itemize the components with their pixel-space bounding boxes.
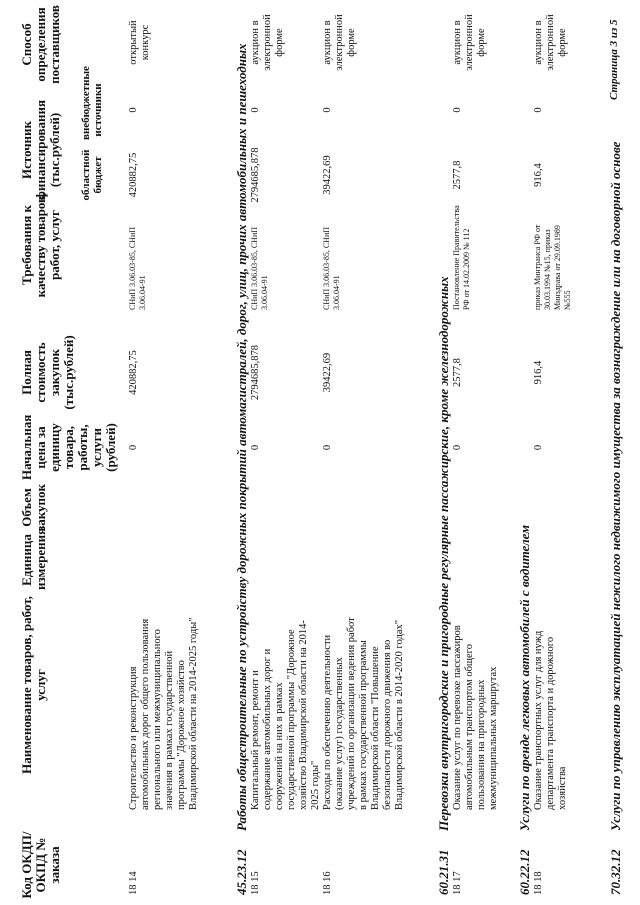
section-title: Перевозки внутригородские и пригородные регулярные пассажирские, кроме железнодорожных <box>436 276 451 831</box>
row-4-method: аукцион в электронной форме <box>452 14 487 71</box>
row-4-extra: 0 <box>452 107 463 113</box>
row-1-extra: 0 <box>128 107 139 113</box>
row-3-budget: 39422,69 <box>322 155 333 195</box>
row-4-total: 2577,8 <box>452 358 463 387</box>
row-1-method: открытый конкурс <box>128 20 151 65</box>
section-title: Услуги по управлению эксплуатацией нежилого недвижимого имущества за вознаграждение или на договорной основе <box>608 141 623 831</box>
section-code: 45.23.12 <box>234 849 249 895</box>
header-unit: Единица измерения <box>19 527 48 590</box>
row-1-budget: 420882,75 <box>128 152 139 198</box>
header-source-budget: областной бюджет <box>80 149 104 201</box>
row-3-price: 0 <box>322 444 333 451</box>
row-4-price: 0 <box>452 444 463 451</box>
row-2-requirements: СНиП 3.06.03-85, СНиП 3.06.04-91 <box>250 226 269 310</box>
row-4-requirements: Постановление Правительства РФ от 14.02.2009 № 112 <box>452 205 471 310</box>
row-5-budget: 916,4 <box>533 163 544 187</box>
row-3-extra: 0 <box>322 107 333 113</box>
row-3-name: Расходы по обеспечению деятельности (оказание услуг) государственных учреждений по организации ведения работ в рамках государственной программы Владимирской области "Повышение безопасности дорожного движения во Владимирской области в 2014-2020 годах" <box>322 617 405 810</box>
row-3-total: 39422,69 <box>322 352 333 393</box>
row-5-name: Оказание транспортных услуг для нужд департамента транспорта и дорожного хозяйства <box>533 630 568 810</box>
row-2-name: Капитальный ремонт, ремонт и содержание автомобильных дорог и сооружений на них в рамках государственной программы "Дорожное хозяйство Владимирской области на 2014-2025 годы" <box>250 620 321 810</box>
row-1-price: 0 <box>128 444 139 451</box>
row-5-extra: 0 <box>533 107 544 113</box>
row-1-requirements: СНиП 3.06.03-85, СНиП 3.06.04-91 <box>128 226 147 310</box>
row-5-requirements: приказ Минтранса РФ от 30.03.1994 №15, приказ Минздрава от 29.09.1989 №555 <box>533 224 572 310</box>
header-code: Код ОКДП/ ОКПД № заказа <box>19 831 62 899</box>
section-code: 70.32.12 <box>608 849 623 895</box>
row-1-code: 18 14 <box>128 871 139 895</box>
header-name: Наименование товаров, работ, услуг <box>19 596 48 774</box>
header-source-extra: внебюджетные источники <box>80 66 104 140</box>
header-volume: Объем закупок <box>19 484 48 532</box>
page-number: Страница 3 из 5 <box>608 19 620 100</box>
row-5-total: 916,4 <box>533 360 544 385</box>
row-5-price: 0 <box>533 444 544 451</box>
section-title: Работы общестроительные по устройству дорожных покрытий автомагистралей, дорог, улиц, прочих автомобильных и пешеходных <box>234 43 249 831</box>
header-method: Способ определения поставщиков <box>19 5 62 84</box>
row-2-total: 2794685,878 <box>250 344 261 401</box>
row-2-budget: 2794685,878 <box>250 147 261 203</box>
row-5-method: аукцион в электронной форме <box>533 14 568 71</box>
section-title: Услуги по аренде легковых автомобилей с водителем <box>517 525 532 831</box>
row-4-name: Оказание услуг по перевозке пассажиров автомобильным транспортом общего пользования на пригородных межмуниципальных маршрутах <box>452 625 499 810</box>
row-3-requirements: СНиП 3.06.03-85, СНиП 3.06.04-91 <box>322 226 341 310</box>
row-2-extra: 0 <box>250 107 261 113</box>
row-3-code: 18 16 <box>322 871 333 895</box>
row-2-price: 0 <box>250 444 261 451</box>
row-2-method: аукцион в электронной форме <box>250 14 285 71</box>
header-requirements: Требования к качеству товаров, работ, услуг <box>19 192 62 298</box>
header-total: Полная стоимость закупок (тыс.рублей) <box>19 335 76 410</box>
row-1-total: 420882,75 <box>128 350 139 395</box>
section-code: 60.22.12 <box>517 849 532 895</box>
row-3-method: аукцион в электронной форме <box>322 14 357 71</box>
row-2-code: 18 15 <box>250 871 261 895</box>
row-5-code: 18 18 <box>533 871 544 895</box>
row-4-budget: 2577,8 <box>452 160 463 190</box>
section-code: 60.21.31 <box>436 849 451 895</box>
header-price: Начальная цена за единицу товара, работы, услуги (рублей) <box>19 414 118 480</box>
row-4-code: 18 17 <box>452 871 463 895</box>
header-source: Источник финансирования (тыс.рублей) <box>19 99 62 201</box>
row-1-name: Строительство и реконструкция автомобильных дорог общего пользования регионального или межмуниципального значения в рамках государственной программы "Дорожное хозяйство Владимирской области на 2014-2025 годы" <box>128 617 199 810</box>
